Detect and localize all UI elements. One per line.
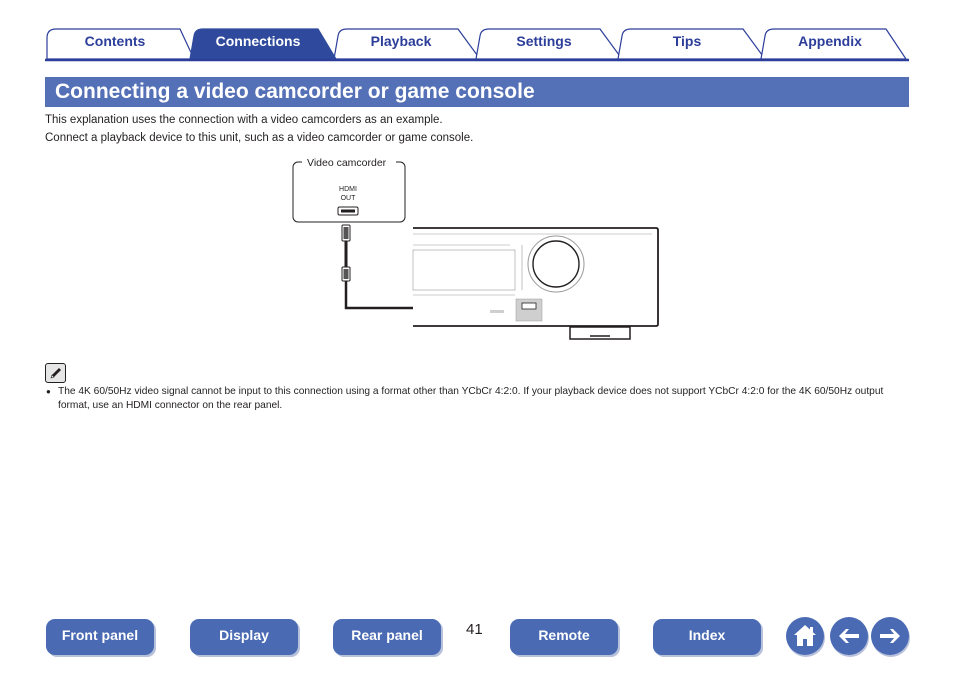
page-title: Connecting a video camcorder or game console (55, 80, 535, 103)
intro-line-1: This explanation uses the connection with a video camcorders as an example. (45, 114, 443, 126)
arrow-left-icon (830, 617, 868, 655)
rear-panel-button[interactable]: Rear panel (333, 619, 441, 655)
out-label: OUT (340, 195, 356, 202)
display-button[interactable]: Display (190, 619, 298, 655)
connection-diagram (280, 150, 670, 350)
hdmi-label: HDMI (339, 186, 357, 193)
tab-tips[interactable]: Tips (672, 33, 702, 49)
tab-shapes (0, 0, 954, 64)
remote-button[interactable]: Remote (510, 619, 618, 655)
arrow-right-icon (871, 617, 909, 655)
note-text: The 4K 60/50Hz video signal cannot be input to this connection using a format other than YCbCr 4:2:0. If your playback device does not support YCbCr 4:2:0 for the 4K 60/50Hz output format, use an HDMI connector on the rear panel. (58, 386, 884, 411)
title-bar (45, 77, 909, 107)
back-button[interactable] (830, 617, 868, 655)
tab-playback[interactable]: Playback (370, 33, 432, 49)
tab-connections[interactable]: Connections (215, 33, 301, 49)
hdmi-out-port (338, 207, 358, 215)
tab-appendix[interactable]: Appendix (798, 33, 862, 49)
diagram-art (280, 150, 670, 350)
note-pencil-icon (45, 363, 66, 383)
page-number: 41 (466, 621, 483, 638)
tab-settings[interactable]: Settings (516, 33, 572, 49)
receiver-front-panel (413, 228, 658, 339)
device-label: Video camcorder (307, 157, 387, 169)
tab-contents[interactable]: Contents (84, 33, 146, 49)
note-bullet: ● (46, 387, 51, 396)
home-button[interactable] (786, 617, 824, 655)
front-panel-button[interactable]: Front panel (46, 619, 154, 655)
forward-button[interactable] (871, 617, 909, 655)
home-icon (786, 617, 824, 655)
tab-bar (0, 0, 954, 64)
intro-line-2: Connect a playback device to this unit, such as a video camcorder or game console. (45, 132, 474, 144)
index-button[interactable]: Index (653, 619, 761, 655)
